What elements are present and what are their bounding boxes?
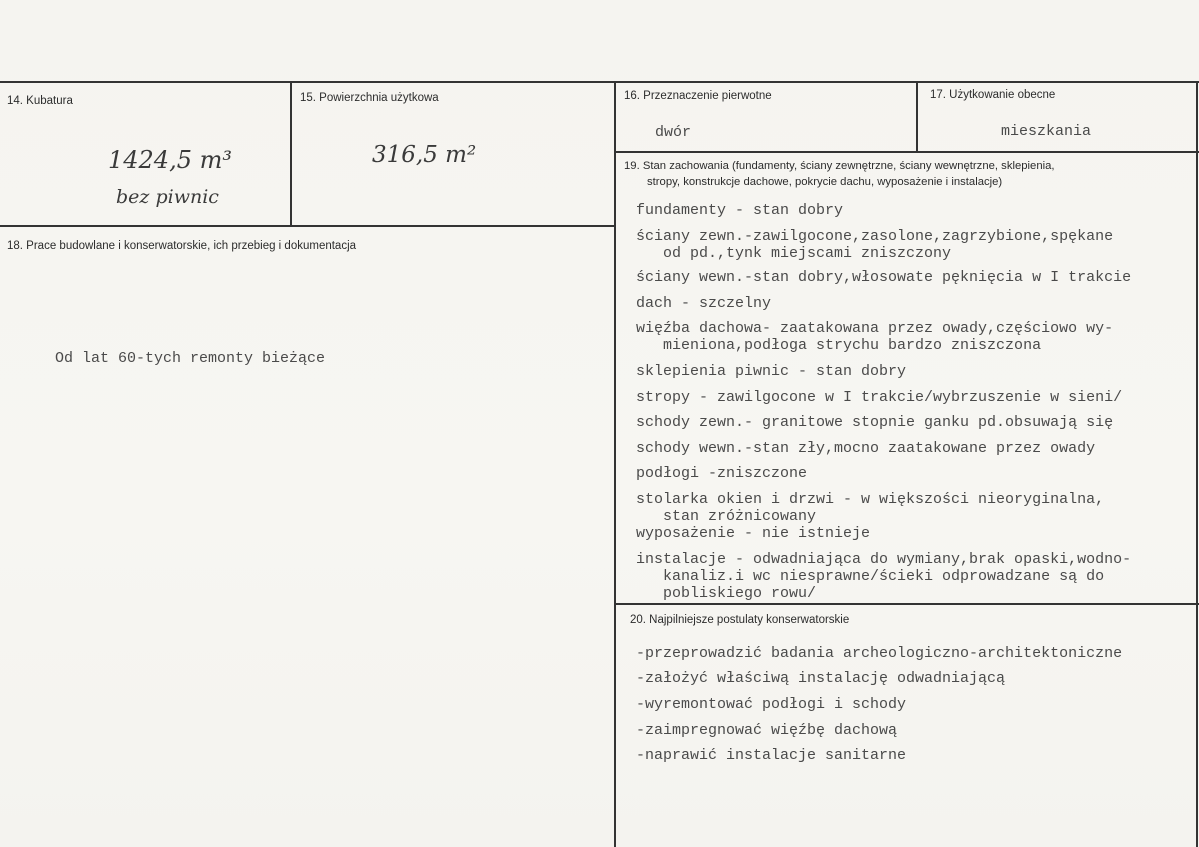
stan-line: więźba dachowa- zaatakowana przez owady,częściowo wy- <box>636 320 1114 337</box>
field-19-label-line1: 19. Stan zachowania (fundamenty, ściany zewnętrzne, ściany wewnętrzne, sklepienia, <box>624 160 1055 172</box>
right-edge <box>1196 82 1198 847</box>
stan-line: fundamenty - stan dobry <box>636 202 844 219</box>
rule-under-19 <box>615 603 1199 605</box>
stan-line: ściany zewn.-zawilgocone,zasolone,zagrzybione,spękane <box>636 228 1114 245</box>
divider-16-17 <box>916 82 918 152</box>
field-20-label: 20. Najpilniejsze postulaty konserwatorskie <box>630 614 850 626</box>
field-14-value: 1424,5 m³ <box>108 146 232 174</box>
field-18-value: Od lat 60-tych remonty bieżące <box>55 350 326 367</box>
stan-line: stolarka okien i drzwi - w większości nieoryginalna, <box>636 491 1105 508</box>
stan-line: mieniona,podłoga strychu bardzo zniszczona <box>636 337 1042 354</box>
divider-14-15 <box>290 82 292 227</box>
postulat-line: -naprawić instalacje sanitarne <box>636 747 907 764</box>
stan-line: dach - szczelny <box>636 295 772 312</box>
stan-line: instalacje - odwadniająca do wymiany,brak opaski,wodno- <box>636 551 1132 568</box>
stan-line: kanaliz.i wc niesprawne/ścieki odprowadzane są do <box>636 568 1105 585</box>
stan-line: stropy - zawilgocone w I trakcie/wybrzuszenie w sieni/ <box>636 389 1123 406</box>
divider-left-right <box>614 82 616 847</box>
stan-line: ściany wewn.-stan dobry,włosowate pęknięcia w I trakcie <box>636 269 1132 286</box>
postulat-line: -założyć właściwą instalację odwadniającą <box>636 670 1006 687</box>
field-16-label: 16. Przeznaczenie pierwotne <box>624 90 772 102</box>
field-16-value: dwór <box>655 124 692 141</box>
stan-line: sklepienia piwnic - stan dobry <box>636 363 907 380</box>
stan-line: schody wewn.-stan zły,mocno zaatakowane przez owady <box>636 440 1096 457</box>
stan-line: od pd.,tynk miejscami zniszczony <box>645 245 952 262</box>
field-15-value: 316,5 m² <box>372 142 477 168</box>
field-14-label: 14. Kubatura <box>7 95 73 107</box>
field-15-label: 15. Powierzchnia użytkowa <box>300 92 439 104</box>
field-14-note: bez piwnic <box>116 186 219 208</box>
postulat-line: -przeprowadzić badania archeologiczno-architektoniczne <box>636 645 1123 662</box>
postulat-line: -wyremontować podłogi i schody <box>636 696 907 713</box>
field-18-label: 18. Prace budowlane i konserwatorskie, ich przebieg i dokumentacja <box>7 240 357 252</box>
stan-line: stan zróżnicowany <box>636 508 817 525</box>
stan-line: wyposażenie - nie istnieje <box>636 525 871 542</box>
stan-line: pobliskiego rowu/ <box>636 585 817 602</box>
field-19-label-line2: stropy, konstrukcje dachowe, pokrycie dachu, wyposażenie i instalacje) <box>647 176 1003 188</box>
rule-under-14-15 <box>0 225 615 227</box>
stan-line: schody zewn.- granitowe stopnie ganku pd.obsuwają się <box>636 414 1114 431</box>
rule-under-16-17 <box>615 151 1199 153</box>
stan-line: podłogi -zniszczone <box>636 465 808 482</box>
postulat-line: -zaimpregnować więźbę dachową <box>636 722 898 739</box>
top-rule <box>0 81 1199 83</box>
field-17-label: 17. Użytkowanie obecne <box>930 89 1056 101</box>
field-17-value: mieszkania <box>1001 123 1092 140</box>
